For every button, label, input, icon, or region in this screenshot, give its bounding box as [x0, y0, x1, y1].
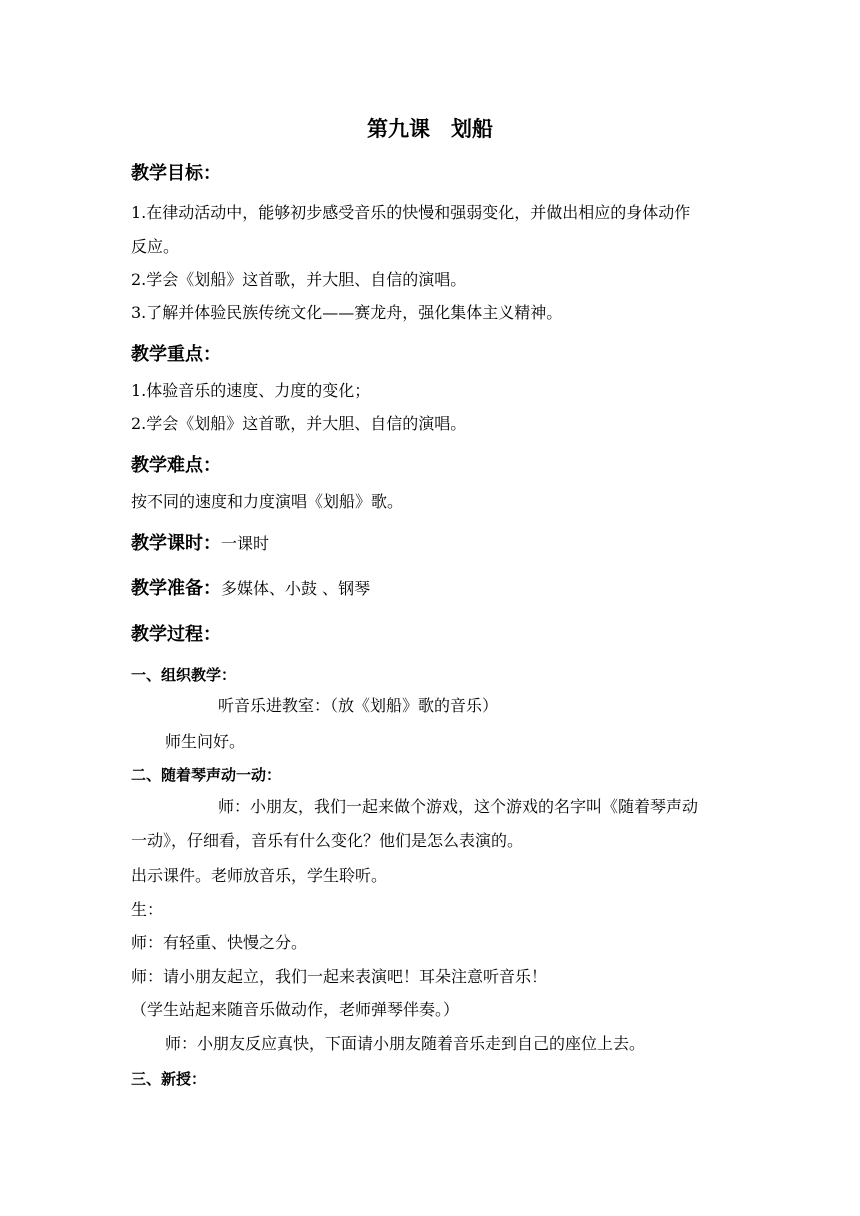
- section-line: 出示课件。老师放音乐，学生聆听。: [131, 866, 388, 885]
- section-line: 一动》，仔细看，音乐有什么变化？他们是怎么表演的。: [131, 831, 524, 850]
- difficulties-heading: 教学难点：: [131, 455, 221, 476]
- lesson-title: 第九课 划船: [367, 116, 493, 141]
- preparation-heading: 教学准备：: [131, 578, 221, 599]
- section-line: 师：有轻重、快慢之分。: [131, 933, 308, 952]
- section-line: 听音乐进教室：（放《划船》歌的音乐）: [218, 696, 499, 715]
- difficulty-line: 按不同的速度和力度演唱《划船》歌。: [131, 492, 404, 511]
- section-heading: 二、随着琴声动一动：: [131, 766, 282, 784]
- class-hours-value: 一课时: [221, 534, 270, 553]
- key-points-heading: 教学重点：: [131, 344, 221, 365]
- preparation-row: [131, 578, 370, 600]
- section-heading: 三、新授：: [131, 1070, 207, 1088]
- objectives-heading: 教学目标：: [131, 163, 221, 184]
- section-line: 生：: [131, 900, 164, 919]
- key-point-line: 2.学会《划船》这首歌，并大胆、自信的演唱。: [131, 414, 467, 433]
- section-line: 师：请小朋友起立，我们一起来表演吧！耳朵注意听音乐！: [131, 967, 548, 986]
- section-line: 师：小朋友反应真快，下面请小朋友随着音乐走到自己的座位上去。: [165, 1034, 646, 1053]
- key-point-line: 1.体验音乐的速度、力度的变化；: [131, 381, 371, 400]
- section-heading: 一、组织教学：: [131, 666, 237, 684]
- class-hours-heading: 教学课时：: [131, 533, 221, 554]
- section-line: 师生问好。: [165, 732, 246, 751]
- section-line: （学生站起来随音乐做动作，老师弹琴伴奏。）: [131, 1000, 460, 1019]
- objective-line: 3.了解并体验民族传统文化——赛龙舟，强化集体主义精神。: [131, 303, 563, 322]
- objective-line: 2.学会《划船》这首歌，并大胆、自信的演唱。: [131, 270, 467, 289]
- section-line: 师：小朋友，我们一起来做个游戏，这个游戏的名字叫《随着琴声动: [218, 797, 699, 816]
- objective-line: 1.在律动活动中，能够初步感受音乐的快慢和强弱变化，并做出相应的身体动作: [131, 203, 691, 222]
- class-hours-row: [131, 533, 269, 555]
- objective-line: 反应。: [131, 237, 180, 256]
- process-heading: 教学过程：: [131, 624, 221, 645]
- preparation-value: 多媒体、小鼓 、钢琴: [221, 579, 371, 598]
